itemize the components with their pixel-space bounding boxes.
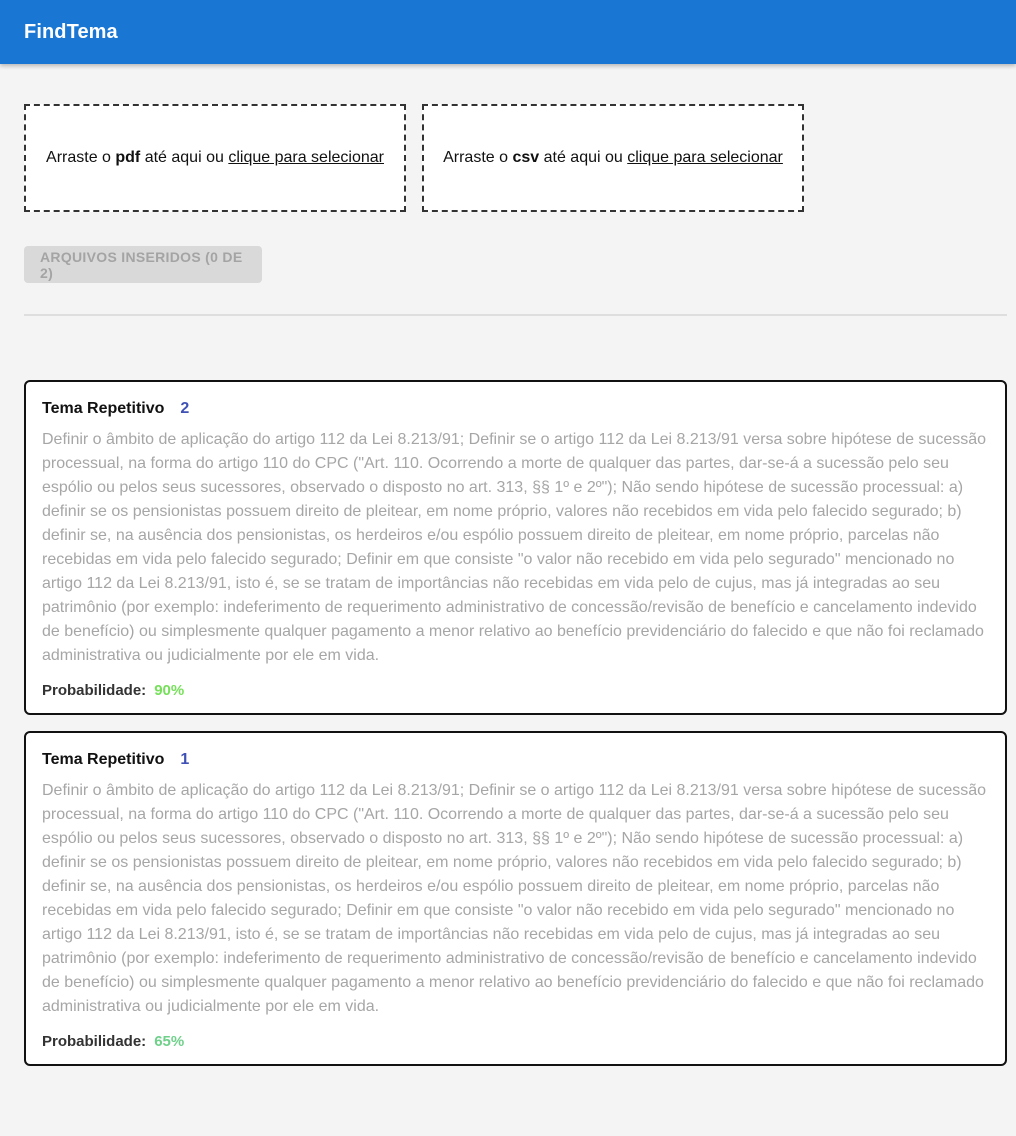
csv-type: csv [512,149,540,166]
card-description: Definir o âmbito de aplicação do artigo 112 da Lei 8.213/91; Definir se o artigo 112 da Lei 8.213/91 versa sobre hipótese de sucessão processual, na forma do artigo 110 do CPC ("Art. 110. Ocorrendo a morte de qualquer das partes, dar-se-á a sucessão pelo seu espólio ou pelos seus sucessores, observado o disposto no art. 313, §§ 1º e 2º"); Não sendo hipótese de sucessão processual: a) definir se os pensionistas possuem direito de pleitear, em nome próprio, valores não recebidos em vida pelo falecido segurado; b) definir se, na ausência dos pensionistas, os herdeiros e/ou espólio possuem direito de pleitear, em nome próprio, parcelas não recebidas em vida pelo falecido segurado; Definir em que consiste "o valor não recebido em vida pelo segurado" mencionado no artigo 112 da Lei 8.213/91, isto é, se se tratam de importâncias não recebidas em vida pelo de cujus, mas já integradas ao seu patrimônio (por exemplo: indeferimento de requerimento administrativo de concessão/revisão de benefício e cancelamento indevido de benefício) ou simplesmente qualquer pagamento a menor relativo ao benefício previdenciário do falecido e que não foi reclamado administrativa ou judicialmente por ele em vida. [42,782,987,1015]
probability-value: 90% [154,682,185,699]
app-bar [0,0,1016,64]
pdf-dropzone-text: Arraste o pdf até aqui ou clique para selecionar [46,149,384,166]
pdf-dropzone[interactable] [24,104,406,212]
card-description: Definir o âmbito de aplicação do artigo 112 da Lei 8.213/91; Definir se o artigo 112 da Lei 8.213/91 versa sobre hipótese de sucessão processual, na forma do artigo 110 do CPC ("Art. 110. Ocorrendo a morte de qualquer das partes, dar-se-á a sucessão pelo seu espólio ou pelos seus sucessores, observado o disposto no art. 313, §§ 1º e 2º"); Não sendo hipótese de sucessão processual: a) definir se os pensionistas possuem direito de pleitear, em nome próprio, valores não recebidos em vida pelo falecido segurado; b) definir se, na ausência dos pensionistas, os herdeiros e/ou espólio possuem direito de pleitear, em nome próprio, parcelas não recebidas em vida pelo falecido segurado; Definir em que consiste "o valor não recebido em vida pelo segurado" mencionado no artigo 112 da Lei 8.213/91, isto é, se se tratam de importâncias não recebidas em vida pelo de cujus, mas já integradas ao seu patrimônio (por exemplo: indeferimento de requerimento administrativo de concessão/revisão de benefício e cancelamento indevido de benefício) ou simplesmente qualquer pagamento a menor relativo ao benefício previdenciário do falecido e que não foi reclamado administrativa ou judicialmente por ele em vida. [42,431,987,664]
card-title: Tema Repetitivo [42,751,165,768]
app-title: FindTema [24,20,118,43]
probability-label: Probabilidade: [42,682,147,699]
csv-dropzone[interactable] [422,104,804,212]
pdf-select-link[interactable]: clique para selecionar [228,149,384,166]
card-title: Tema Repetitivo [42,400,165,417]
card-probability [42,682,989,699]
card-header [42,400,989,418]
csv-select-link[interactable]: clique para selecionar [627,149,783,166]
probability-label: Probabilidade: [42,1033,147,1050]
card-probability [42,1033,989,1050]
divider [24,314,1007,316]
probability-value: 65% [154,1033,185,1050]
pdf-type: pdf [115,149,141,166]
files-inserted-button[interactable]: ARQUIVOS INSERIDOS (0 DE 2) [24,246,262,283]
result-card [24,380,1007,715]
main-content [0,104,1016,1066]
card-number: 2 [180,400,190,417]
csv-dropzone-text: Arraste o csv até aqui ou clique para selecionar [443,149,783,166]
card-header [42,751,989,769]
result-card [24,731,1007,1066]
card-number: 1 [180,751,190,768]
results-list [24,380,1007,1066]
upload-area [24,104,1007,212]
